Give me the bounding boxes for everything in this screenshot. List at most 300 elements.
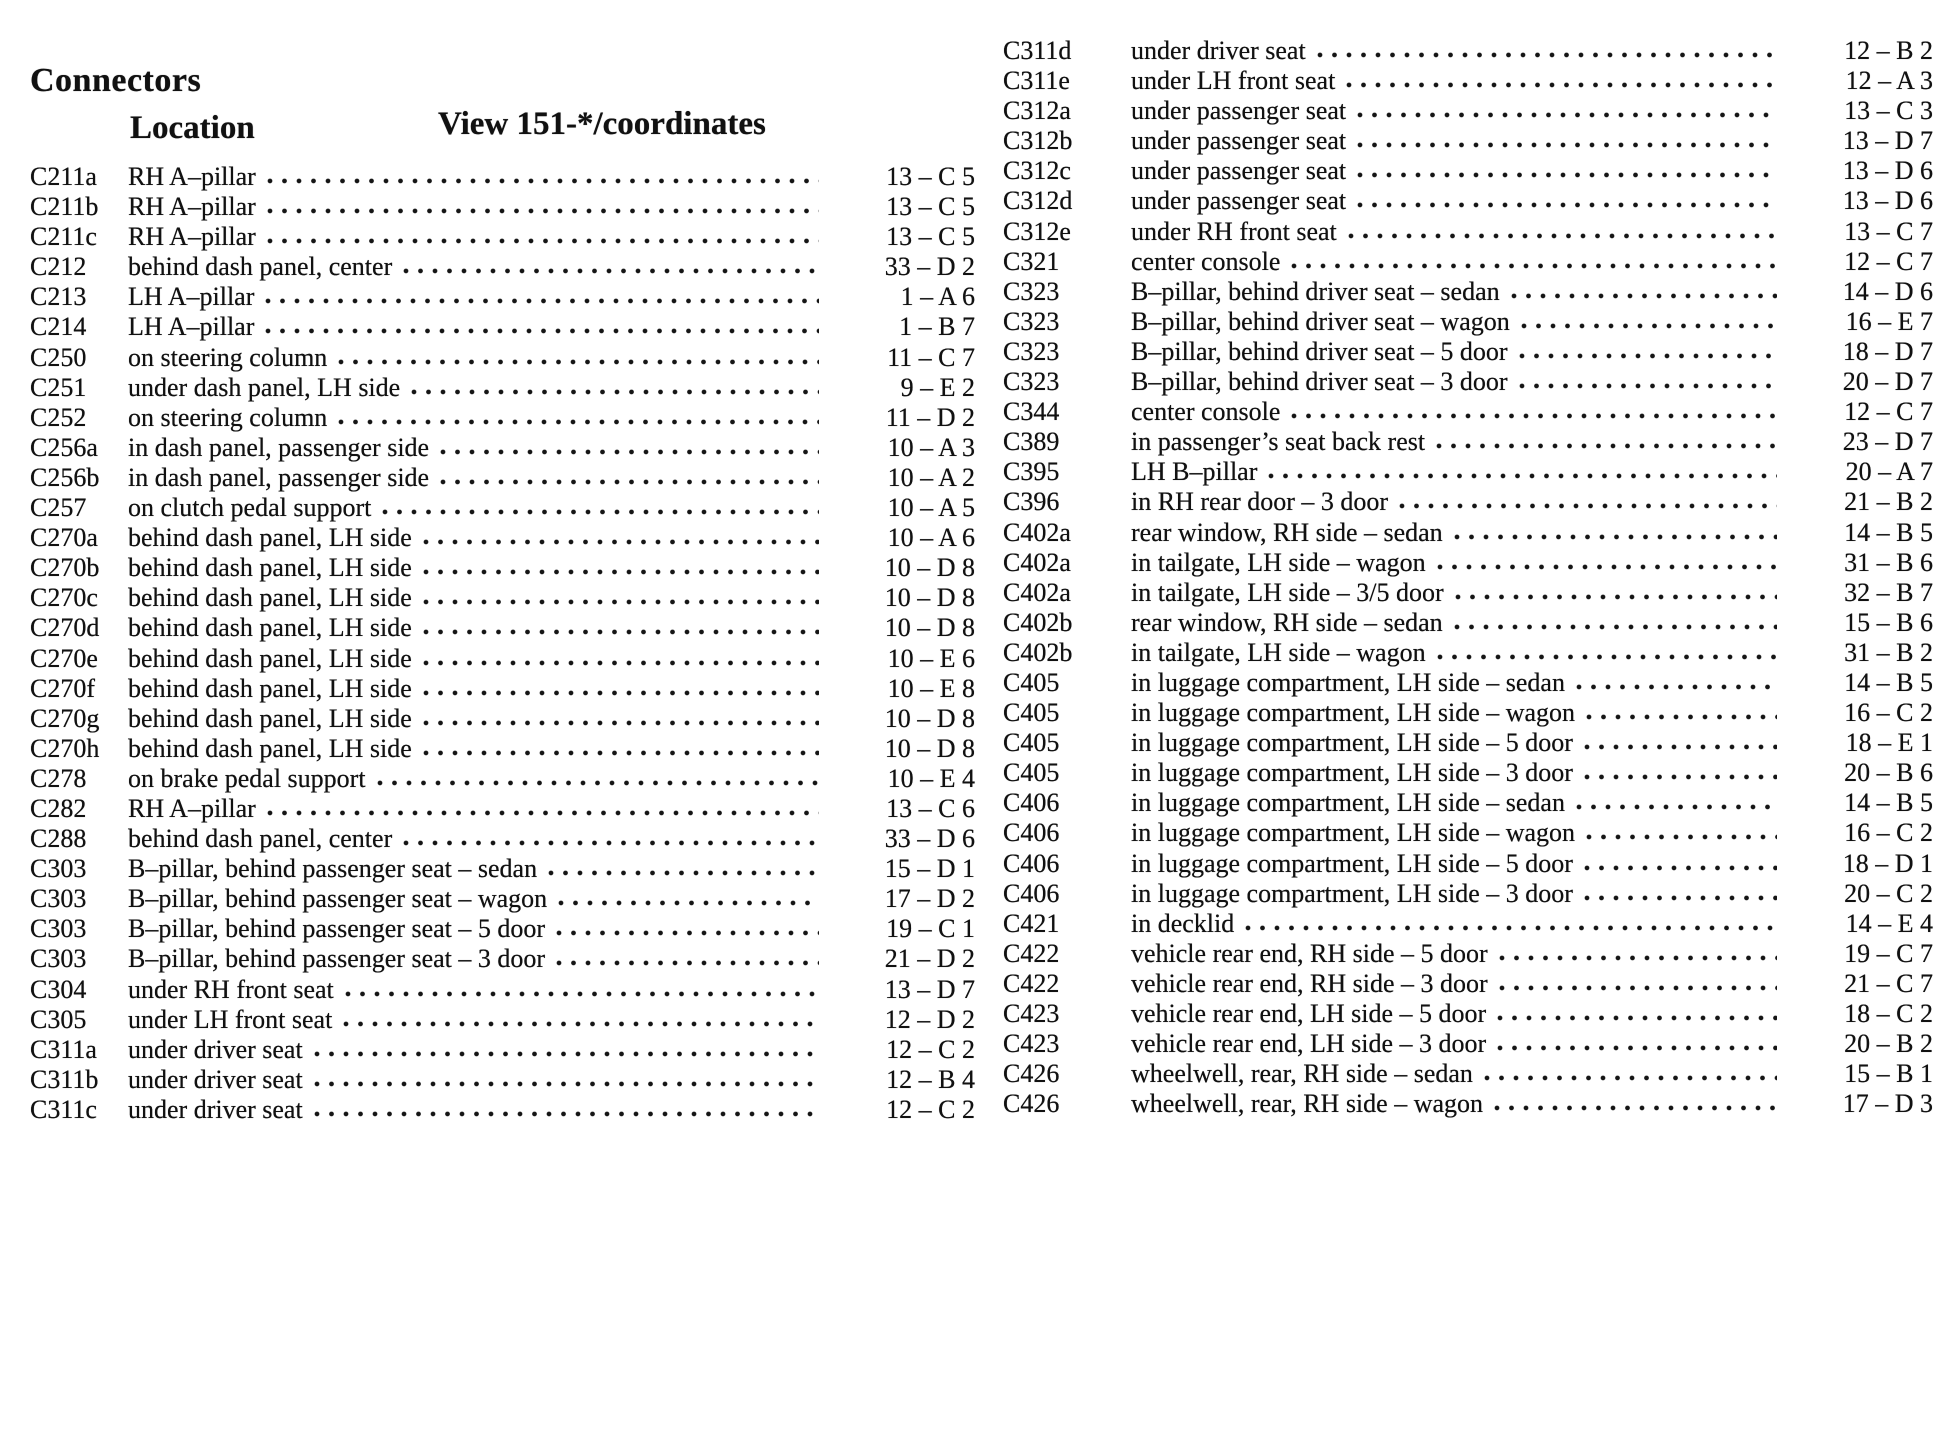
table-row [1003,638,1933,668]
dot-leader [410,373,819,403]
table-row [1003,66,1933,96]
connector-code: C303 [30,914,87,944]
connector-location: in dash panel, passenger side [128,432,430,462]
connector-code: C405 [1003,758,1060,788]
dot-leader [1267,457,1777,487]
connector-coordinates: 1 – A 6 [900,282,975,312]
connector-location: on steering column [128,342,328,372]
page-title: Connectors [30,62,202,99]
table-row [30,944,975,974]
connector-location: rear window, RH side – sedan [1131,517,1443,547]
table-row [1003,277,1933,307]
connector-coordinates: 12 – B 2 [1844,36,1933,65]
connector-code: C405 [1003,728,1060,758]
table-row [30,222,975,252]
connector-coordinates: 12 – C 7 [1844,397,1933,427]
table-row [1003,758,1933,788]
connector-location: behind dash panel, center [128,252,393,282]
connector-location: RH A–pillar [128,222,256,252]
table-row [1003,818,1933,848]
connector-code: C212 [30,252,87,282]
connector-code: C270f [30,673,95,703]
connector-code: C406 [1003,818,1060,848]
connector-coordinates: 13 – C 5 [886,222,975,252]
connector-location: wheelwell, rear, RH side – wagon [1131,1089,1484,1119]
dot-leader [1575,668,1777,698]
connector-code: C421 [1003,908,1060,938]
table-row [1003,1059,1933,1089]
connector-location: B–pillar, behind passenger seat – 5 door [128,914,546,944]
connector-code: C257 [30,493,87,523]
connector-code: C405 [1003,698,1060,728]
connector-location: under driver seat [128,1094,303,1124]
connector-location: wheelwell, rear, RH side – sedan [1131,1059,1473,1089]
connector-location: in luggage compartment, LH side – wagon [1131,698,1576,728]
connector-coordinates: 13 – C 3 [1844,96,1933,126]
connector-code: C256b [30,462,100,492]
connector-code: C270d [30,613,100,643]
connector-code: C402a [1003,547,1071,577]
connector-code: C270e [30,643,98,673]
table-row [30,252,975,282]
connector-coordinates: 12 – C 2 [886,1034,975,1064]
dot-leader [313,1065,819,1095]
dot-leader [1583,879,1777,909]
connector-code: C405 [1003,667,1060,697]
connector-location: behind dash panel, LH side [128,643,412,673]
connector-location: under LH front seat [1131,66,1336,96]
dot-leader [422,553,819,583]
table-row [30,1065,975,1095]
dot-leader [555,914,819,944]
connector-code: C270a [30,523,98,553]
connector-code: C213 [30,282,87,312]
connector-coordinates: 20 – B 6 [1844,758,1933,788]
connector-location: in tailgate, LH side – wagon [1131,547,1426,577]
connector-coordinates: 10 – E 8 [887,673,975,703]
dot-leader [381,493,819,523]
dot-leader [1435,427,1777,457]
location-column-header: Location [130,110,255,146]
connector-code: C305 [30,1004,87,1034]
dot-leader [337,343,819,373]
connector-coordinates: 10 – D 8 [884,553,975,583]
table-row [30,583,975,613]
table-row [1003,969,1933,999]
connector-coordinates: 11 – D 2 [885,402,975,432]
connector-code: C270c [30,583,98,613]
connector-location: in passenger’s seat back rest [1131,427,1426,457]
table-row [1003,337,1933,367]
dot-leader [422,644,819,674]
connector-coordinates: 17 – D 2 [884,884,975,914]
connector-code: C278 [30,763,87,793]
dot-leader [1453,518,1777,548]
connector-code: C321 [1003,246,1060,276]
connector-code: C303 [30,944,87,974]
connector-code: C422 [1003,938,1060,968]
dot-leader [1496,999,1777,1029]
dot-leader [422,734,819,764]
connector-code: C211a [30,162,97,191]
connector-location: behind dash panel, center [128,824,393,854]
connector-coordinates: 12 – A 3 [1845,66,1933,96]
connector-coordinates: 32 – B 7 [1844,577,1933,607]
connector-coordinates: 20 – A 7 [1845,457,1933,487]
dot-leader [337,403,819,433]
connector-coordinates: 10 – A 2 [887,462,975,492]
dot-leader [264,282,819,312]
connector-coordinates: 12 – D 2 [884,1004,975,1034]
connector-location: behind dash panel, LH side [128,673,412,703]
connector-location: B–pillar, behind driver seat – 5 door [1131,336,1508,366]
table-row [30,975,975,1005]
connector-location: in tailgate, LH side – 3/5 door [1131,577,1444,607]
connector-location: B–pillar, behind passenger seat – wagon [128,884,548,914]
connector-location: in luggage compartment, LH side – 5 door [1131,848,1573,878]
table-row [30,373,975,403]
dot-leader [1583,728,1777,758]
connector-code: C323 [1003,336,1060,366]
connector-coordinates: 13 – D 7 [1842,126,1933,156]
connector-code: C426 [1003,1059,1060,1089]
table-row [1003,186,1933,216]
connector-coordinates: 18 – E 1 [1845,728,1933,758]
connector-coordinates: 16 – C 2 [1844,818,1933,848]
dot-leader [1510,277,1777,307]
connector-code: C323 [1003,367,1060,397]
table-row [1003,367,1933,397]
table-row [1003,578,1933,608]
dot-leader [1520,307,1777,337]
connector-location: center console [1131,397,1281,427]
connector-location: B–pillar, behind driver seat – 3 door [1131,367,1508,397]
connector-location: behind dash panel, LH side [128,613,412,643]
connector-coordinates: 12 – C 2 [886,1094,975,1124]
dot-leader [1436,548,1777,578]
connector-coordinates: 16 – E 7 [1845,306,1933,336]
table-row [30,1095,975,1125]
table-row [30,343,975,373]
connector-coordinates: 14 – D 6 [1842,276,1933,306]
dot-leader [422,583,819,613]
table-row [30,764,975,794]
connector-location: under LH front seat [128,1004,333,1034]
table-row [30,644,975,674]
connector-code: C406 [1003,848,1060,878]
connector-coordinates: 33 – D 2 [884,252,975,282]
connector-coordinates: 16 – C 2 [1844,698,1933,728]
connector-location: vehicle rear end, LH side – 3 door [1131,1029,1487,1059]
dot-leader [422,674,819,704]
view-coordinates-column-header: View 151-*/coordinates [438,106,766,142]
connector-location: under driver seat [1131,36,1306,65]
connector-coordinates: 18 – C 2 [1844,999,1933,1028]
dot-leader [1583,758,1777,788]
dot-leader [1356,126,1777,156]
table-row [30,884,975,914]
dot-leader [1436,638,1777,668]
table-row [1003,156,1933,186]
connector-code: C256a [30,432,98,462]
connector-location: in luggage compartment, LH side – 5 door [1131,728,1573,758]
connector-location: center console [1131,246,1281,276]
connector-coordinates: 12 – C 7 [1844,246,1933,276]
connector-code: C426 [1003,1089,1060,1119]
table-row [1003,126,1933,156]
connector-code: C389 [1003,427,1060,457]
table-row [30,162,975,192]
connector-location: in RH rear door – 3 door [1131,487,1389,517]
dot-leader [1290,247,1777,277]
connector-coordinates: 20 – D 7 [1842,367,1933,397]
connector-code: C423 [1003,999,1060,1028]
connector-location: B–pillar, behind driver seat – wagon [1131,306,1510,336]
table-row [1003,548,1933,578]
connector-location: under RH front seat [1131,216,1337,246]
connector-code: C323 [1003,306,1060,336]
connector-coordinates: 14 – B 5 [1844,667,1933,697]
dot-leader [342,1005,819,1035]
dot-leader [402,252,819,282]
connector-code: C211c [30,222,97,252]
table-row [30,553,975,583]
connector-coordinates: 20 – C 2 [1844,878,1933,908]
connector-location: behind dash panel, LH side [128,583,412,613]
dot-leader [402,824,819,854]
connector-coordinates: 10 – A 6 [887,523,975,553]
connector-code: C312a [1003,96,1071,126]
table-row [30,854,975,884]
connector-code: C402b [1003,607,1073,637]
connector-location: in luggage compartment, LH side – 3 door [1131,878,1573,908]
table-row [1003,247,1933,277]
table-row [30,1005,975,1035]
table-row [30,704,975,734]
connector-code: C406 [1003,788,1060,818]
connector-code: C312d [1003,186,1073,216]
connector-code: C422 [1003,968,1060,998]
connector-coordinates: 14 – E 4 [1845,908,1933,938]
connector-location: RH A–pillar [128,793,256,823]
connector-location: behind dash panel, LH side [128,523,412,553]
connector-code: C311a [30,1034,97,1064]
table-row [1003,487,1933,517]
table-row [30,282,975,312]
table-row [1003,96,1933,126]
connector-coordinates: 9 – E 2 [900,372,975,402]
table-row [30,433,975,463]
table-row [30,403,975,433]
dot-leader [1347,217,1777,247]
connector-code: C395 [1003,457,1060,487]
table-row [1003,217,1933,247]
table-row [1003,698,1933,728]
connector-location: under RH front seat [128,974,334,1004]
connector-coordinates: 21 – D 2 [884,944,975,974]
dot-leader [422,523,819,553]
connector-location: on steering column [128,402,328,432]
connector-location: in decklid [1131,908,1235,938]
connector-code: C282 [30,793,87,823]
table-row [1003,849,1933,879]
table-row [1003,457,1933,487]
dot-leader [266,162,819,192]
connector-coordinates: 31 – B 6 [1844,547,1933,577]
connector-code: C251 [30,372,87,402]
connector-coordinates: 19 – C 1 [886,914,975,944]
dot-leader [313,1035,819,1065]
connector-coordinates: 10 – E 4 [887,763,975,793]
connector-location: behind dash panel, LH side [128,703,412,733]
connector-location: vehicle rear end, RH side – 5 door [1131,938,1488,968]
connector-code: C270h [30,733,100,763]
connector-coordinates: 15 – D 1 [884,854,975,884]
connector-location: vehicle rear end, RH side – 3 door [1131,968,1488,998]
dot-leader [1398,487,1777,517]
connector-code: C311e [1003,66,1070,96]
dot-leader [1585,698,1777,728]
dot-leader [1356,186,1777,216]
connector-location: LH B–pillar [1131,457,1258,487]
dot-leader [266,192,819,222]
connector-coordinates: 10 – D 8 [884,583,975,613]
connector-coordinates: 14 – B 5 [1844,517,1933,547]
table-row [1003,939,1933,969]
connector-coordinates: 18 – D 7 [1842,336,1933,366]
connector-location: vehicle rear end, LH side – 5 door [1131,999,1487,1028]
connector-location: in luggage compartment, LH side – sedan [1131,788,1565,818]
connector-coordinates: 13 – C 6 [886,793,975,823]
dot-leader [439,433,819,463]
table-row [1003,879,1933,909]
connector-code: C402a [1003,517,1071,547]
connector-coordinates: 10 – A 5 [887,493,975,523]
connector-coordinates: 17 – D 3 [1842,1089,1933,1119]
table-row [1003,1029,1933,1059]
connector-coordinates: 1 – B 7 [899,312,975,342]
connector-code: C270b [30,553,100,583]
connector-location: in dash panel, passenger side [128,462,430,492]
connector-coordinates: 21 – C 7 [1844,968,1933,998]
connector-location: under driver seat [128,1034,303,1064]
connector-location: under passenger seat [1131,96,1347,126]
table-row [30,463,975,493]
connector-code: C303 [30,884,87,914]
dot-leader [1483,1059,1777,1089]
connector-location: RH A–pillar [128,162,256,191]
dot-leader [1453,608,1777,638]
connector-code: C312e [1003,216,1071,246]
connector-code: C396 [1003,487,1060,517]
connector-location: RH A–pillar [128,192,256,222]
dot-leader [557,884,819,914]
dot-leader [547,854,819,884]
connector-location: behind dash panel, LH side [128,733,412,763]
table-row [30,493,975,523]
connector-code: C211b [30,192,99,222]
connector-coordinates: 31 – B 2 [1844,637,1933,667]
connector-location: in luggage compartment, LH side – 3 door [1131,758,1573,788]
dot-leader [1244,909,1777,939]
dot-leader [344,975,819,1005]
connector-coordinates: 13 – D 7 [884,974,975,1004]
connector-coordinates: 20 – B 2 [1844,1029,1933,1059]
connector-location: on clutch pedal support [128,493,372,523]
connector-location: under passenger seat [1131,186,1347,216]
connector-coordinates: 10 – D 8 [884,733,975,763]
table-row [30,794,975,824]
dot-leader [376,764,819,794]
connector-coordinates: 10 – D 8 [884,703,975,733]
connector-code: C423 [1003,1029,1060,1059]
connector-code: C311b [30,1064,99,1094]
connector-code: C323 [1003,276,1060,306]
dot-leader [1498,969,1777,999]
table-row [1003,788,1933,818]
table-row [1003,728,1933,758]
table-row [30,734,975,764]
table-row [1003,909,1933,939]
connector-code: C304 [30,974,87,1004]
connector-location: B–pillar, behind passenger seat – sedan [128,854,538,884]
dot-leader [1493,1089,1777,1119]
dot-leader [266,222,819,252]
dot-leader [1583,849,1777,879]
dot-leader [1518,367,1777,397]
dot-leader [1575,788,1777,818]
connector-location: in luggage compartment, LH side – wagon [1131,818,1576,848]
table-row [1003,518,1933,548]
dot-leader [1356,96,1777,126]
dot-leader [1585,818,1777,848]
dot-leader [1356,156,1777,186]
connector-code: C311c [30,1094,97,1124]
connector-code: C402b [1003,637,1073,667]
dot-leader [313,1095,819,1125]
table-row [1003,1089,1933,1119]
connector-coordinates: 13 – C 5 [886,192,975,222]
dot-leader [439,463,819,493]
connector-code: C311d [1003,36,1072,65]
table-row [30,312,975,342]
connector-location: under driver seat [128,1064,303,1094]
table-row [1003,427,1933,457]
table-row [30,523,975,553]
connector-location: in tailgate, LH side – wagon [1131,637,1426,667]
connector-coordinates: 19 – C 7 [1844,938,1933,968]
connector-coordinates: 23 – D 7 [1842,427,1933,457]
connector-coordinates: 10 – A 3 [887,432,975,462]
connector-table-left [30,162,975,1125]
connector-coordinates: 14 – B 5 [1844,788,1933,818]
connector-location: LH A–pillar [128,312,255,342]
table-row [1003,307,1933,337]
connector-code: C303 [30,854,87,884]
connector-code: C214 [30,312,87,342]
connector-coordinates: 15 – B 1 [1844,1059,1933,1089]
table-row [30,914,975,944]
connector-coordinates: 18 – D 1 [1842,848,1933,878]
connector-location: B–pillar, behind driver seat – sedan [1131,276,1500,306]
connector-code: C270g [30,703,100,733]
table-row [30,192,975,222]
connector-location: in luggage compartment, LH side – sedan [1131,667,1565,697]
table-row [1003,668,1933,698]
connector-coordinates: 13 – D 6 [1842,186,1933,216]
table-row [1003,36,1933,66]
connector-coordinates: 13 – C 7 [1844,216,1933,246]
